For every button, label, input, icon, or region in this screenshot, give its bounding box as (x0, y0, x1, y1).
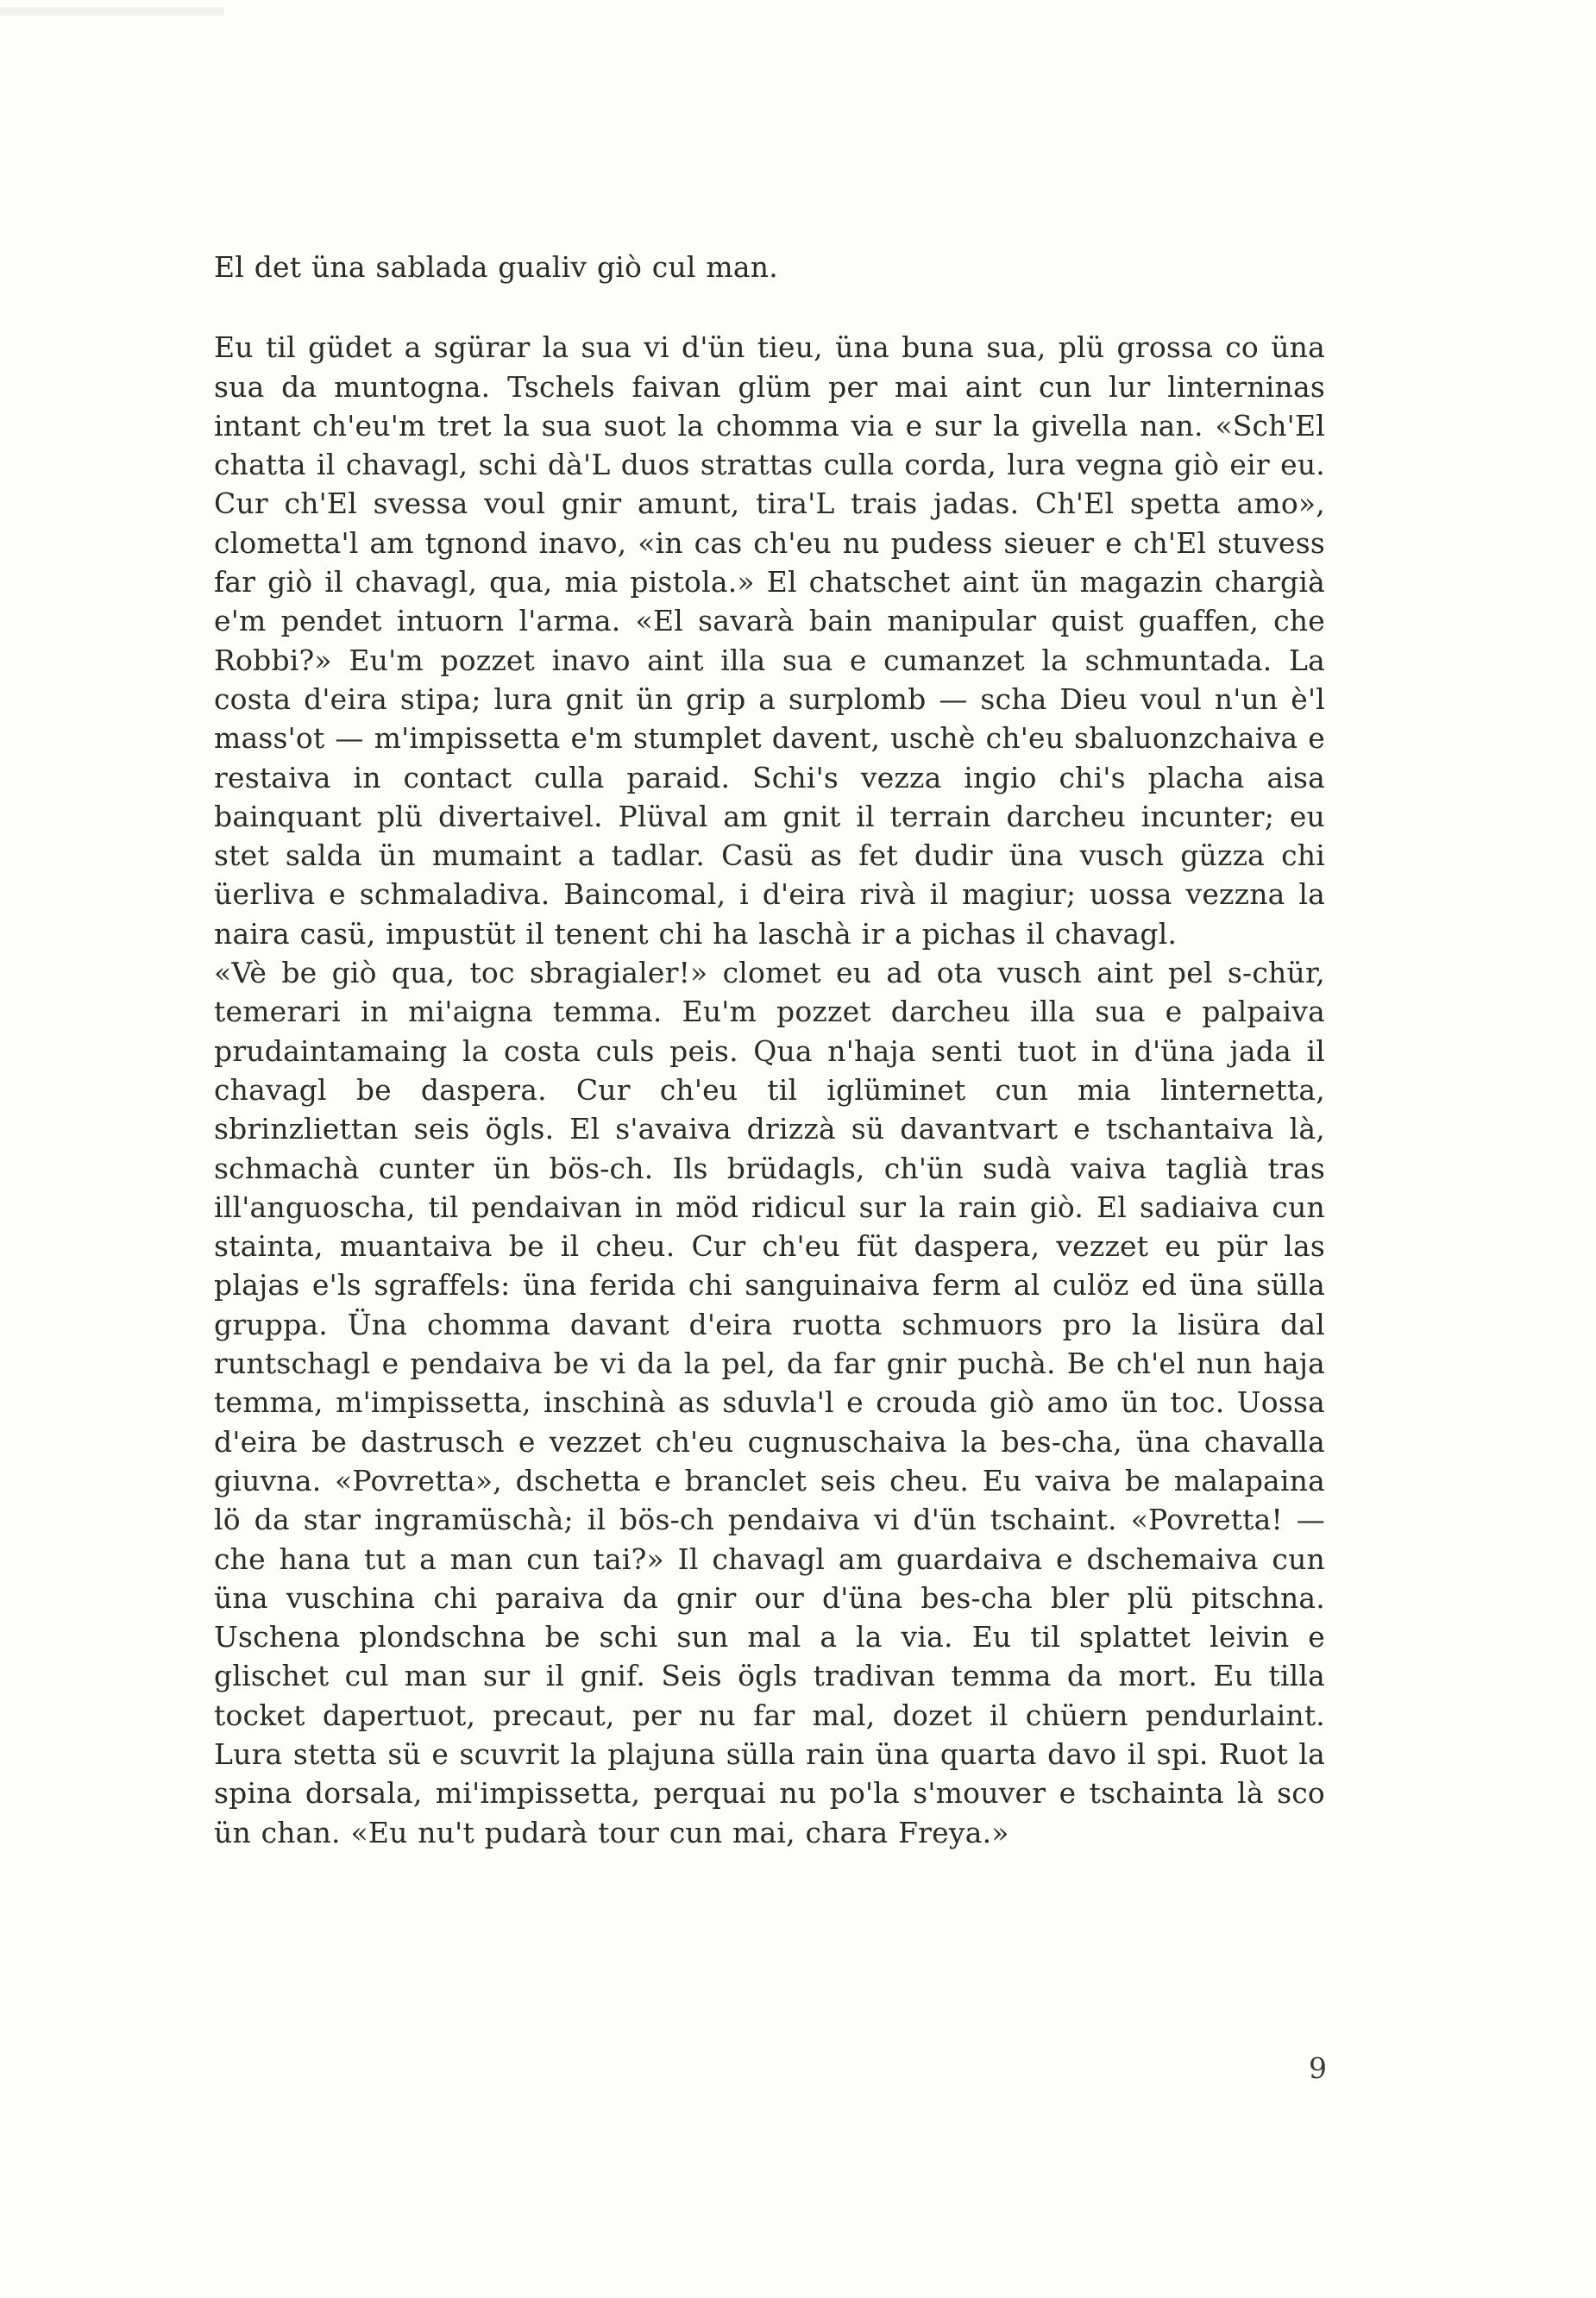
paragraph-3: «Vè be giò qua, toc sbragialer!» clomet eu ad ota vusch aint pel s-chür, temerari in mi'aigna temma. Eu'm pozzet darcheu illa sua e palpaiva prudaintamaing la costa culs peis. Qua n'haja senti tuot in d'üna jada il chavagl be daspera. Cur ch'eu til iglüminet cun mia linternetta, sbrinzliettan seis ögls. El s'avaiva drizzà sü davantvart e tschantaiva là, schmachà cunter ün bös-ch. Ils brüdagls, ch'ün sudà vaiva taglià tras ill'anguoscha, til pendaivan in möd ridicul sur la rain giò. El sadiaiva cun stainta, muantaiva be il cheu. Cur ch'eu füt daspera, vezzet eu pür las plajas e'ls sgraffels: üna ferida chi sanguinaiva ferm al culöz ed üna sülla gruppa. Üna chomma davant d'eira ruotta schmuors pro la lisüra dal runtschagl e pendaiva be vi da la pel, da far gnir puchà. Be ch'el nun haja temma, m'impissetta, inschinà as sduvla'l e crouda giò amo ün toc. Uossa d'eira be dastrusch e vezzet ch'eu cugnuschaiva la bes-cha, üna chavalla giuvna. «Povretta», dschetta e branclet seis cheu. Eu vaiva be malapaina lö da star ingramüschà; il bös-ch pendaiva vi d'ün tschaint. «Povretta! — che hana tut a man cun tai?» Il chavagl am guardaiva e dschemaiva cun üna vuschina chi paraiva da gnir our d'üna bes-cha bler plü pitschna. Uschena plondschna be schi sun mal a la via. Eu til splattet leivin e glischet cul man sur il gnif. Seis ögls tradivan temma da mort. Eu tilla tocket dapertuot, precaut, per nu far mal, dozet il chüern pendurlaint. Lura stetta sü e scuvrit la plajuna sülla rain üna quarta davo il spi. Ruot la spina dorsala, mi'impissetta, perquai nu po'la s'mouver e tschainta là sco ün chan. «Eu nu't pudarà tour cun mai, chara Freya.» (214, 956, 1325, 1849)
paragraph-1: El det üna sablada gualiv giò cul man. (214, 250, 778, 284)
paragraph-2: Eu til güdet a sgürar la sua vi d'ün tieu, üna buna sua, plü grossa co üna sua da muntogna. Tschels faivan glüm per mai aint cun lur linterninas intant ch'eu'm tret la sua suot la chomma via e sur la givella nan. «Sch'El chatta il chavagl, schi dà'L duos strattas culla corda, lura vegna giò eir eu. Cur ch'El svessa voul gnir amunt, tira'L trais jadas. Ch'El spetta amo», clometta'l am tgnond inavo, «in cas ch'eu nu pudess sieuer e ch'El stuvess far giò il chavagl, qua, mia pistola.» El chatschet aint ün magazin chargià e'm pendet intuorn l'arma. «El savarà bain manipular quist guaffen, che Robbi?» Eu'm pozzet inavo aint illa sua e cumanzet la schmuntada. La costa d'eira stipa; lura gnit ün grip a surplomb — scha Dieu voul n'un è'l mass'ot — m'impissetta e'm stumplet davent, uschè ch'eu sbaluonzchaiva e restaiva in contact culla paraid. Schi's vezza ingio chi's placha aisa bainquant plü divertaivel. Plüval am gnit il terrain darcheu incunter; eu stet salda ün mumaint a tadlar. Casü as fet dudir üna vusch güzza chi üerliva e schmaladiva. Baincomal, i d'eira rivà il magiur; uossa vezzna la naira casü, impustüt il tenent chi ha laschà ir a pichas il chavagl. (214, 330, 1325, 951)
body-text (214, 248, 1325, 1852)
page-number: 9 (1309, 2051, 1327, 2085)
scan-artifact (0, 7, 224, 16)
